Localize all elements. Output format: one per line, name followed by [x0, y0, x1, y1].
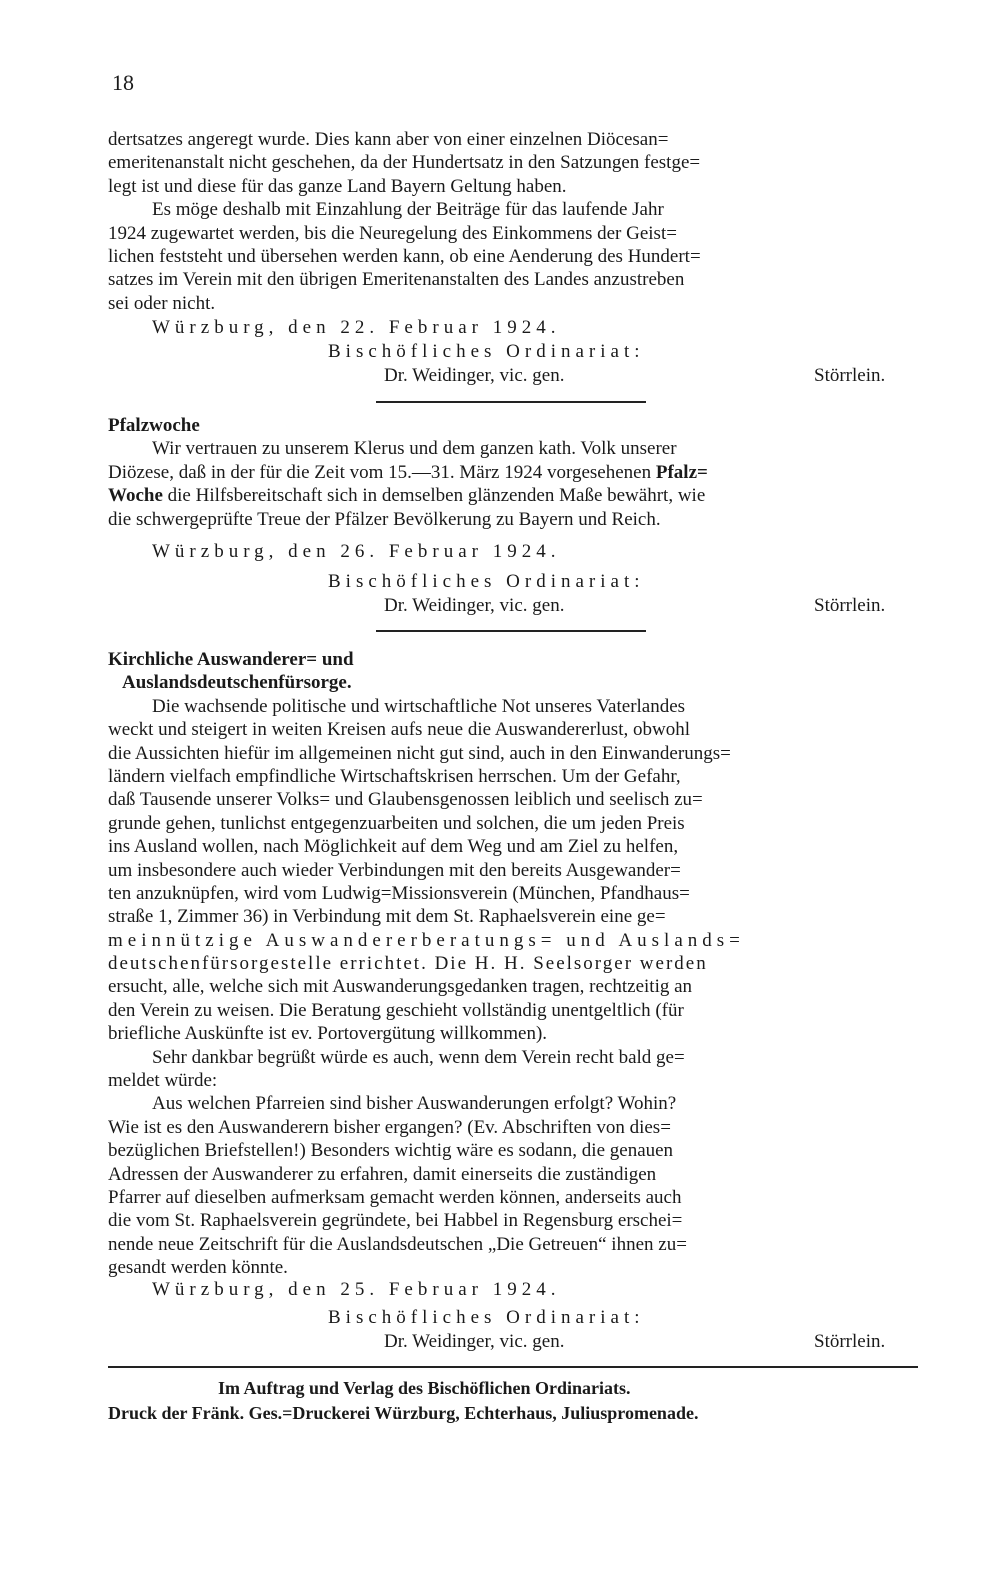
imprint-line2: Druck der Fränk. Ges.=Druckerei Würzburg, Echterhaus, Juliuspromenade. [108, 1403, 699, 1423]
text-line: emeritenanstalt nicht geschehen, da der Hundertsatz in den Satzungen festge= [108, 152, 701, 174]
text-line: Sehr dankbar begrüßt würde es auch, wenn dem Verein recht bald ge= [152, 1046, 685, 1068]
text-line: gesandt werden könnte. [108, 1257, 288, 1279]
text-line: Aus welchen Pfarreien sind bisher Auswanderungen erfolgt? Wohin? [152, 1093, 677, 1115]
imprint-line1: Im Auftrag und Verlag des Bischöflichen Ordinariats. [218, 1378, 631, 1398]
section3-signer-vicar: Dr. Weidinger, vic. gen. [384, 1331, 565, 1352]
text-line [108, 461, 918, 484]
text-line: weckt und steigert in weiten Kreisen aufs neue die Auswandererlust, obwohl [108, 719, 690, 741]
section3-body [108, 648, 918, 1280]
text-line: Wie ist es den Auswanderern bisher ergangen? (Ev. Abschriften von dies= [108, 1116, 671, 1138]
text-line: die vom St. Raphaelsverein gegründete, bei Habbel in Regensburg erschei= [108, 1210, 683, 1232]
text-line: Es möge deshalb mit Einzahlung der Beiträge für das laufende Jahr [152, 199, 664, 221]
imprint [108, 1376, 918, 1426]
section3-heading-line1: Kirchliche Auswanderer= und [108, 649, 354, 670]
section1-date: Würzburg, den 22. Februar 1924. [152, 317, 561, 338]
text-span: die Hilfsbereitschaft sich in demselben glänzenden Maße bewährt, wie [162, 485, 706, 507]
text-line: legt ist und diese für das ganze Land Bayern Geltung haben. [108, 175, 567, 197]
text-line: um insbesondere auch wieder Verbindungen mit den bereits Ausgewander= [108, 859, 681, 881]
section2-body [108, 414, 918, 531]
text-line: ten anzuknüpfen, wird vom Ludwig=Missionsverein (München, Pfandhaus= [108, 882, 690, 904]
text-line: den Verein zu weisen. Die Beratung geschieht vollständig unentgeltlich (für [108, 999, 684, 1021]
section1-office: Bischöfliches Ordinariat: [328, 341, 645, 362]
section2-heading: Pfalzwoche [108, 415, 200, 436]
text-line: Wir vertrauen zu unserem Klerus und dem ganzen kath. Volk unserer [152, 438, 677, 460]
section-divider [376, 630, 646, 632]
text-line: ländern vielfach empfindliche Wirtschaftskrisen herrschen. Um der Gefahr, [108, 765, 681, 787]
text-line: dertsatzes angeregt wurde. Dies kann aber von einer einzelnen Diöcesan= [108, 129, 669, 150]
section2-date: Würzburg, den 26. Februar 1924. [152, 541, 561, 562]
section2-office: Bischöfliches Ordinariat: [328, 571, 645, 592]
section1-signer-vicar: Dr. Weidinger, vic. gen. [384, 365, 565, 386]
text-line: 1924 zugewartet werden, bis die Neuregelung des Einkommens der Geist= [108, 222, 677, 244]
highlight-term: Woche [108, 485, 163, 507]
section3-office: Bischöfliches Ordinariat: [328, 1307, 645, 1328]
text-line: Adressen der Auswanderer zu erfahren, damit einerseits die zuständigen [108, 1163, 657, 1185]
text-line: sei oder nicht. [108, 292, 216, 314]
text-line: straße 1, Zimmer 36) in Verbindung mit dem St. Raphaelsverein eine ge= [108, 906, 666, 928]
text-line: meinnützige Auswandererberatungs= und Auslands= [108, 929, 745, 951]
section1-body [108, 128, 918, 315]
page-number: 18 [112, 70, 134, 95]
section-divider [376, 401, 646, 403]
text-line: lichen feststeht und übersehen werden kann, ob eine Aenderung des Hundert= [108, 245, 701, 267]
text-line: die Aussichten hiefür im allgemeinen nicht gut sind, auch in den Einwanderungs= [108, 742, 731, 764]
text-line: briefliche Auskünfte ist ev. Portovergütung willkommen). [108, 1023, 548, 1045]
text-line: Die wachsende politische und wirtschaftliche Not unseres Vaterlandes [152, 695, 686, 717]
text-line: bezüglichen Briefstellen!) Besonders wichtig wäre es sodann, die genauen [108, 1140, 674, 1162]
text-line: grunde gehen, tunlichst entgegenzuarbeiten und solchen, die um jeden Preis [108, 812, 685, 834]
text-line: Pfarrer auf dieselben aufmerksam gemacht werden können, anderseits auch [108, 1186, 682, 1208]
highlight-term: Pfalz= [655, 461, 708, 483]
text-line: nende neue Zeitschrift für die Auslandsdeutschen „Die Getreuen“ ihnen zu= [108, 1233, 687, 1255]
section3-date: Würzburg, den 25. Februar 1924. [152, 1279, 561, 1300]
text-line: satzes im Verein mit den übrigen Emeritenanstalten des Landes anzustreben [108, 269, 685, 291]
text-span: Diözese, daß in der für die Zeit vom 15.—31. März 1924 vorgesehenen [108, 461, 656, 483]
section2-signer-secretary: Störrlein. [814, 595, 886, 616]
text-line [108, 484, 918, 507]
text-line: deutschenfürsorgestelle errichtet. Die H. H. Seelsorger werden [108, 953, 708, 975]
text-line: ins Ausland wollen, nach Möglichkeit auf dem Weg und am Ziel zu helfen, [108, 836, 679, 858]
text-line: meldet würde: [108, 1070, 218, 1092]
text-line: daß Tausende unserer Volks= und Glaubensgenossen leiblich und seelisch zu= [108, 789, 703, 811]
text-line: ersucht, alle, welche sich mit Auswanderungsgedanken tragen, rechtzeitig an [108, 976, 693, 998]
section3-signer-secretary: Störrlein. [814, 1331, 886, 1352]
footer-rule [108, 1366, 918, 1368]
section3-heading-line2: Auslandsdeutschenfürsorge. [122, 672, 352, 694]
section2-signer-vicar: Dr. Weidinger, vic. gen. [384, 595, 565, 616]
section1-signer-secretary: Störrlein. [814, 365, 886, 386]
text-line: die schwergeprüfte Treue der Pfälzer Bevölkerung zu Bayern und Reich. [108, 508, 661, 530]
